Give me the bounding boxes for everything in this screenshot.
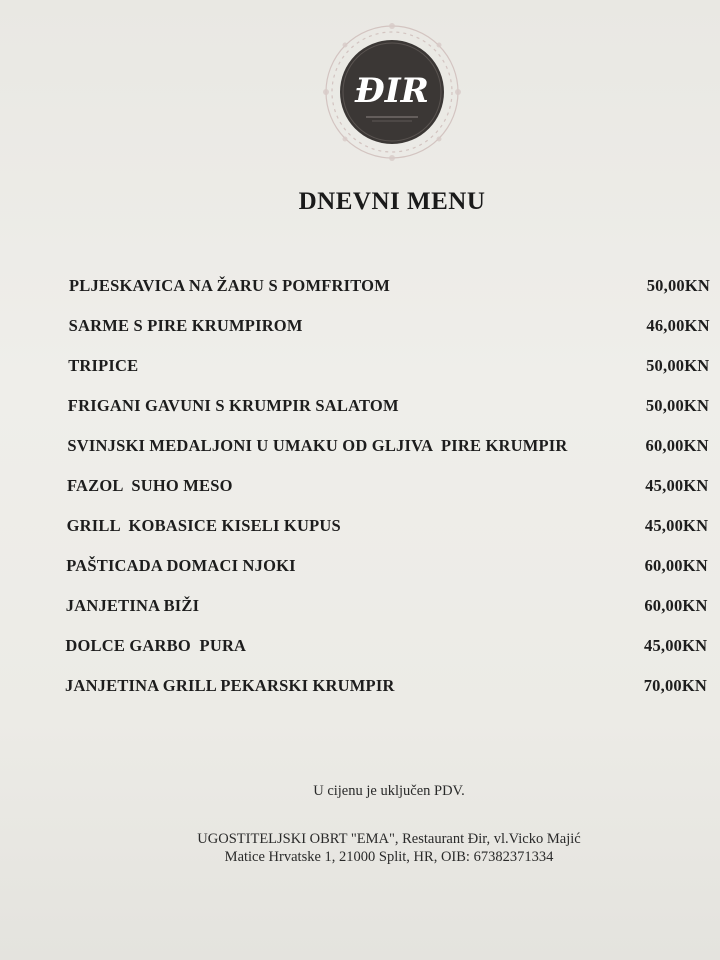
menu-item-price: 45,00KN	[644, 516, 709, 535]
vat-note: U cijenu je uključen PDV.	[313, 783, 465, 799]
menu-item	[67, 436, 708, 460]
menu-item-price: 50,00KN	[646, 356, 710, 375]
menu-item-price: 50,00KN	[645, 396, 710, 415]
menu-item	[67, 476, 709, 500]
menu-item-name: PLJESKAVICA NA ŽARU S POMFRITOM	[69, 276, 390, 295]
footer-address-line: Matice Hrvatske 1, 21000 Split, HR, OIB: 67382371334	[224, 849, 554, 865]
footer-business-line: UGOSTITELJSKI OBRT "EMA", Restaurant Đir, vl.Vicko Majić	[197, 831, 581, 847]
menu-item	[65, 676, 707, 700]
menu-item-name: FRIGANI GAVUNI S KRUMPIR SALATOM	[67, 396, 399, 415]
logo-text: ĐIR	[355, 71, 429, 111]
page-title: DNEVNI MENU	[298, 188, 486, 215]
menu-item-price: 50,00KN	[646, 276, 710, 295]
menu-item-name: GRILL KOBASICE KISELI KUPUS	[66, 516, 341, 535]
menu-item-name: JANJETINA GRILL PEKARSKI KRUMPIR	[65, 676, 395, 695]
menu-item-name: TRIPICE	[68, 356, 139, 375]
menu-item-price: 60,00KN	[644, 596, 708, 615]
menu-item	[66, 596, 708, 620]
menu-item-price: 45,00KN	[644, 636, 708, 655]
menu-item-price: 60,00KN	[644, 556, 708, 575]
menu-item-price: 46,00KN	[646, 316, 710, 335]
menu-item-price: 60,00KN	[645, 436, 709, 455]
menu-item	[65, 636, 707, 660]
menu-item-name: SVINJSKI MEDALJONI U UMAKU OD GLJIVA PIRE KRUMPIR	[67, 436, 568, 455]
menu-item-name: FAZOL SUHO MESO	[67, 476, 233, 495]
menu-item	[67, 516, 709, 540]
menu-item-name: PAŠTICADA DOMACI NJOKI	[66, 556, 296, 575]
menu-item	[66, 556, 708, 580]
menu-item-name: JANJETINA BIŽI	[65, 596, 200, 615]
menu-item	[69, 316, 710, 340]
menu-item-price: 45,00KN	[645, 476, 709, 495]
menu-item-name: SARME S PIRE KRUMPIROM	[68, 316, 303, 335]
menu-item-price: 70,00KN	[643, 676, 707, 695]
menu-item	[68, 396, 709, 420]
menu-item	[69, 276, 710, 300]
menu-item-name: DOLCE GARBO PURA	[65, 636, 247, 655]
menu-item	[68, 356, 709, 380]
